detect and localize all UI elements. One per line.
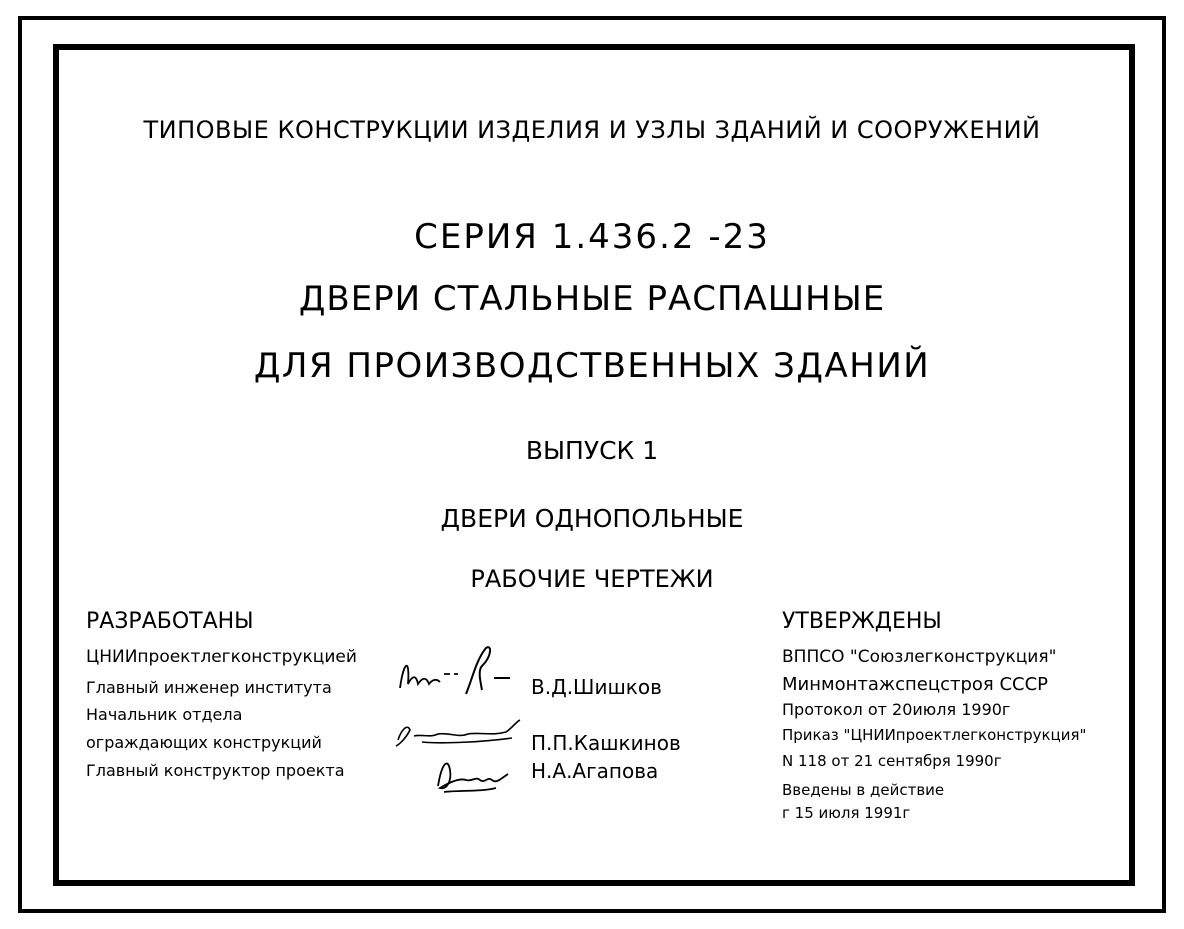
document-title-line1: ДВЕРИ СТАЛЬНЫЕ РАСПАШНЫЕ [298, 279, 886, 319]
role-chief-engineer: Главный инженер института [86, 678, 332, 697]
name-shishkov: В.Д.Шишков [531, 675, 662, 699]
approved-line-1: ВППСО "Союзлегконструкция" [782, 647, 1057, 667]
series-number: СЕРИЯ 1.436.2 -23 [414, 217, 770, 257]
role-department-name: ограждающих конструкций [86, 733, 322, 752]
approved-heading: УТВЕРЖДЕНЫ [782, 609, 942, 634]
approved-line-5: N 118 от 21 сентября 1990г [782, 752, 1002, 770]
document-type: РАБОЧИЕ ЧЕРТЕЖИ [470, 565, 714, 593]
name-agapova: Н.А.Агапова [531, 759, 659, 783]
signature-shishkov [396, 640, 526, 700]
collection-title: ТИПОВЫЕ КОНСТРУКЦИИ ИЗДЕЛИЯ И УЗЛЫ ЗДАНИЙ И СООРУЖЕНИЙ [143, 116, 1041, 144]
issue-number: ВЫПУСК 1 [525, 436, 659, 465]
approved-line-6: Введены в действие [782, 781, 945, 799]
developer-organization: ЦНИИпроектлегконструкцией [86, 647, 357, 667]
approved-line-2: Минмонтажспецстроя СССР [782, 674, 1049, 695]
developed-heading: РАЗРАБОТАНЫ [86, 609, 254, 634]
document-subtitle: ДВЕРИ ОДНОПОЛЬНЫЕ [440, 504, 744, 533]
role-department-head: Начальник отдела [86, 705, 243, 724]
name-kashkinov: П.П.Кашкинов [531, 731, 681, 755]
signature-agapova [430, 752, 520, 794]
document-title-line2: ДЛЯ ПРОИЗВОДСТВЕННЫХ ЗДАНИЙ [253, 346, 931, 386]
role-chief-designer: Главный конструктор проекта [86, 761, 345, 780]
signature-kashkinov [392, 716, 526, 752]
approved-line-7: г 15 июля 1991г [782, 804, 911, 822]
approved-line-4: Приказ "ЦНИИпроектлегконструкция" [782, 726, 1087, 744]
approved-line-3: Протокол от 20июля 1990г [782, 700, 1011, 719]
